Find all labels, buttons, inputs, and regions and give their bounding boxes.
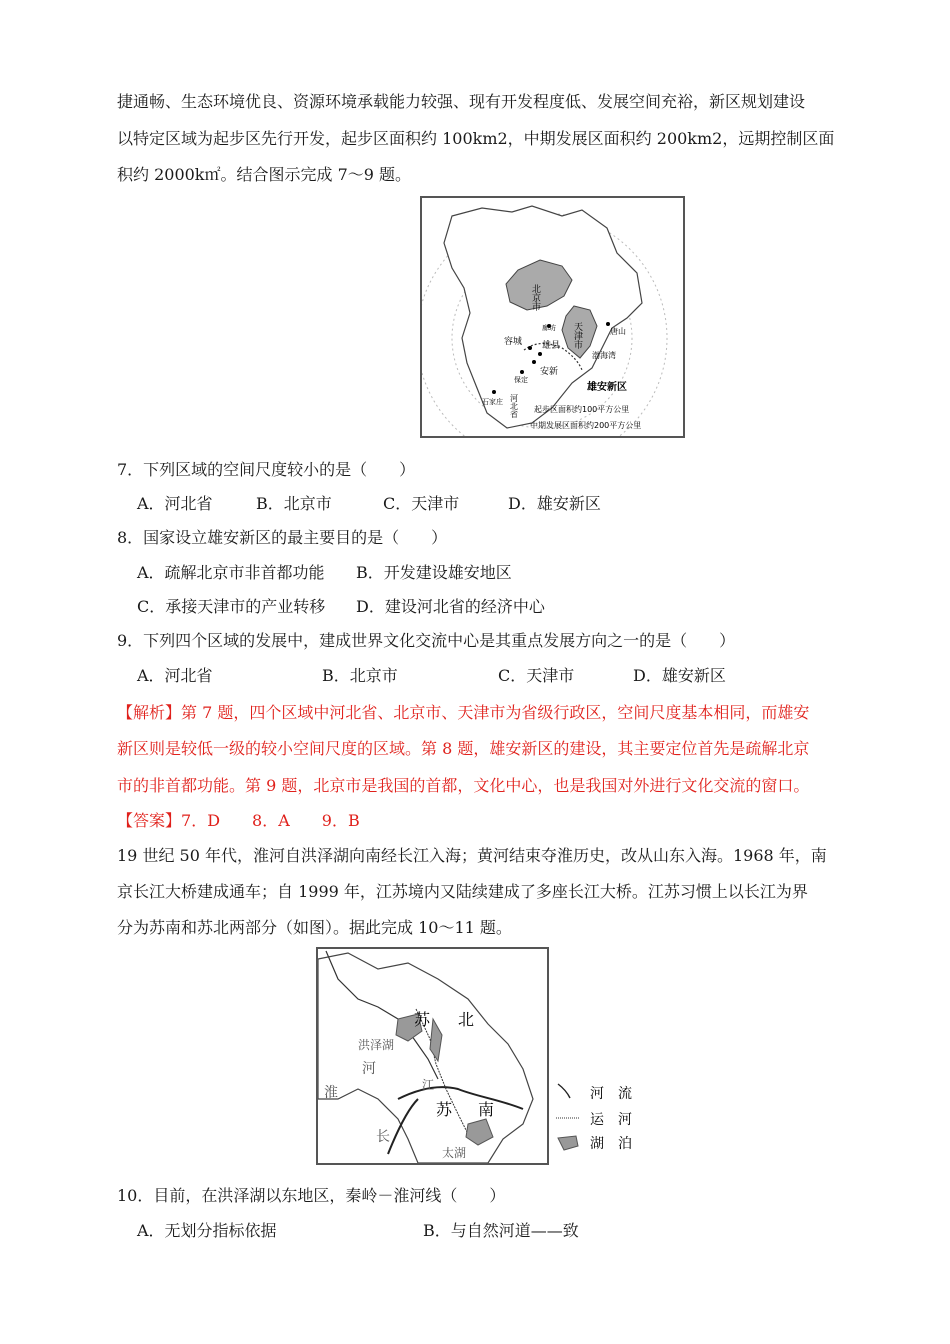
chang-label: 长 [376, 1129, 390, 1145]
intro-line-1: 捷通畅、生态环境优良、资源环境承载能力较强、现有开发程度低、发展空间充裕，新区规划建设 [117, 92, 806, 111]
legend-canal-label: 运 河 [590, 1112, 632, 1128]
huai-label: 淮 [324, 1085, 338, 1101]
baoding-dot [520, 370, 524, 374]
legend-lake-symbol [558, 1136, 578, 1150]
q9-stem: 9．下列四个区域的发展中，建成世界文化交流中心是其重点发展方向之一的是（ ） [117, 631, 736, 650]
q8-stem: 8．国家设立雄安新区的最主要目的是（ ） [117, 528, 448, 547]
analysis-line-1: 【解析】第 7 题，四个区域中河北省、北京市、天津市为省级行政区，空间尺度基本相同，而雄安 [117, 703, 810, 722]
taihu-label: 太湖 [442, 1146, 467, 1160]
q7-option-a: A．河北省 [137, 494, 213, 513]
analysis-line-3: 市的非首都功能。第 9 题，北京市是我国的首都，文化中心，也是我国对外进行文化交流的窗口。 [117, 776, 810, 795]
answer-line [117, 811, 360, 831]
sunan-nan: 南 [478, 1100, 495, 1119]
legend-mid-area: 中期发展区面积约200平方公里 [530, 421, 642, 430]
xiongan-map-svg [422, 198, 683, 436]
tangshan-dot [606, 322, 610, 326]
tianjin-label: 天津市 [572, 322, 582, 349]
tangshan-label: 唐山 [610, 327, 626, 336]
para2-line-3: 分为苏南和苏北两部分（如图）。据此完成 10～11 题。 [117, 918, 512, 937]
jiangsu-legend [556, 1080, 646, 1156]
para2-line-1: 19 世纪 50 年代，淮河自洪泽湖向南经长江入海；黄河结束夺淮历史，改从山东入海。1968 年，南 [117, 846, 827, 865]
q9-option-c: C．天津市 [498, 666, 575, 685]
intro-line-2: 以特定区域为起步区先行开发，起步区面积约 100km2，中期发展区面积约 200km2，远期控制区面 [117, 129, 835, 148]
q7-option-d: D．雄安新区 [508, 494, 601, 513]
xiongxian-label: 雄县 [542, 341, 561, 351]
q8-option-c: C．承接天津市的产业转移 [137, 597, 326, 616]
xiongan-label: 雄安新区 [587, 382, 627, 393]
answer-label: 【答案】 [117, 811, 182, 830]
q10-stem: 10．目前，在洪泽湖以东地区，秦岭－淮河线（ ） [117, 1186, 506, 1205]
baoding-label: 保定 [514, 376, 528, 384]
q9-option-b: B．北京市 [322, 666, 398, 685]
langfang-label: 廊坊 [542, 324, 556, 332]
q7-option-b: B．北京市 [256, 494, 332, 513]
beijing-label: 北京市 [530, 284, 540, 311]
rongcheng-label: 容城 [504, 337, 523, 347]
bohai-label: 渤海湾 [592, 351, 616, 360]
answer-values: 7．D 8．A 9．B [181, 811, 360, 830]
shijiazhuang-dot [492, 390, 496, 394]
q9-option-a: A．河北省 [137, 666, 213, 685]
q7-stem: 7．下列区域的空间尺度较小的是（ ） [117, 460, 416, 479]
jiangsu-outline [318, 953, 533, 1163]
jiangsu-map-svg [318, 949, 547, 1163]
hebei-label: 河北省 [509, 394, 519, 418]
jiangsu-map [316, 947, 549, 1165]
legend-lake-label: 湖 泊 [590, 1136, 632, 1152]
q10-option-a: A．无划分指标依据 [137, 1221, 277, 1240]
xiongxian-dot [538, 352, 542, 356]
para2-line-2: 京长江大桥建成通车；自 1999 年，江苏境内又陆续建成了多座长江大桥。江苏习惯上以长江为界 [117, 882, 808, 901]
q7-option-c: C．天津市 [383, 494, 460, 513]
subei-su: 苏 [414, 1010, 431, 1029]
analysis-line-2: 新区则是较低一级的较小空间尺度的区域。第 8 题，雄安新区的建设，其主要定位首先是疏解北京 [117, 739, 810, 758]
q9-option-d: D．雄安新区 [633, 666, 726, 685]
q10-option-b: B．与自然河道——致 [423, 1221, 579, 1240]
legend-start-area: 起步区面积约100平方公里 [534, 405, 630, 414]
jiang-label: 江 [422, 1078, 435, 1092]
he-label: 河 [362, 1061, 376, 1077]
xiongan-map [420, 196, 685, 438]
anxin-dot [532, 360, 536, 364]
shijiazhuang-label: 石家庄 [482, 398, 503, 406]
subei-bei: 北 [458, 1010, 475, 1029]
q8-option-a: A．疏解北京市非首都功能 [137, 563, 325, 582]
hongze-label: 洪泽湖 [358, 1038, 395, 1052]
anxin-label: 安新 [540, 367, 559, 377]
intro-line-3: 积约 2000k㎡。结合图示完成 7～9 题。 [117, 165, 412, 184]
q8-option-d: D．建设河北省的经济中心 [356, 597, 545, 616]
sunan-su: 苏 [436, 1100, 453, 1119]
legend-river-label: 河 流 [590, 1086, 632, 1102]
legend-river-symbol [558, 1084, 570, 1098]
q8-option-b: B．开发建设雄安地区 [356, 563, 512, 582]
rongcheng-dot [528, 346, 532, 350]
